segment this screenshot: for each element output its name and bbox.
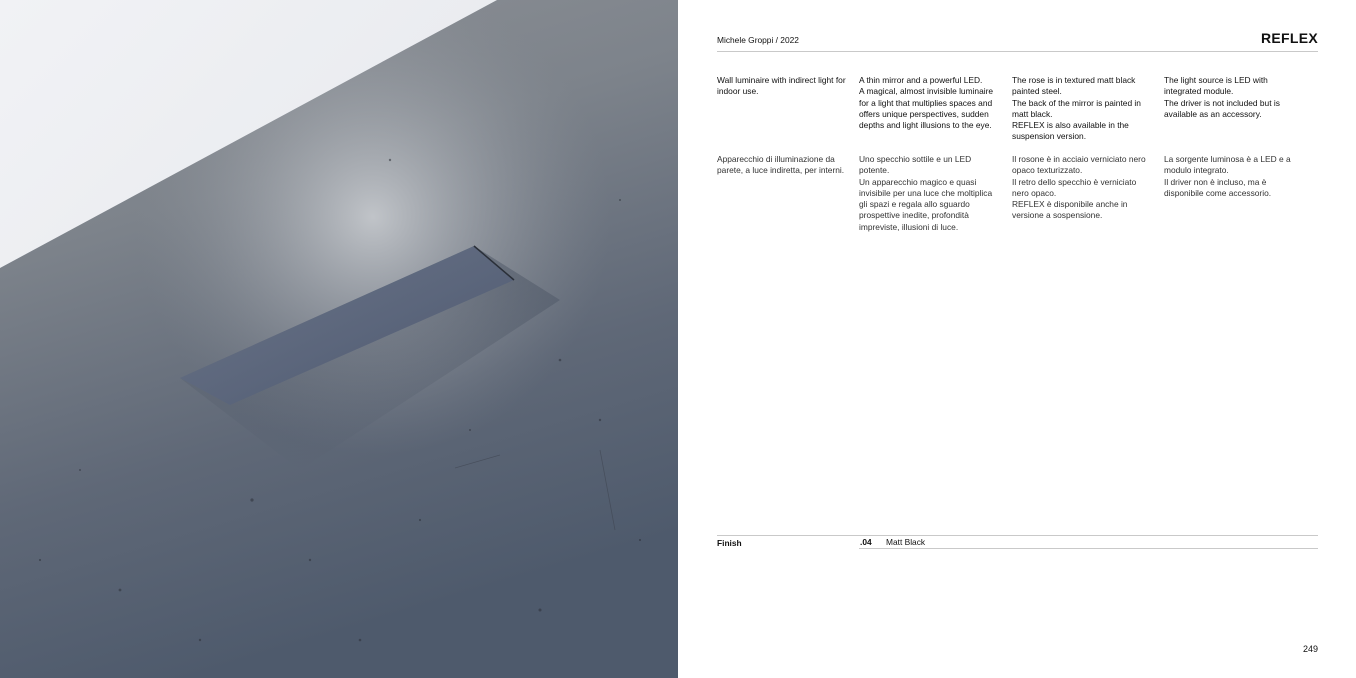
description-it-4: La sorgente luminosa è a LED e a modulo integrato. Il driver non è incluso, ma è disponibile come accessorio.	[1164, 154, 1291, 198]
page-header	[717, 26, 1318, 52]
description-en-4: The light source is LED with integrated module. The driver is not included but is available as an accessory.	[1164, 75, 1280, 119]
description-it-3: Il rosone è in acciaio verniciato nero opaco texturizzato. Il retro dello specchio è verniciato nero opaco. REFLEX è disponibile anche in versione a sospensione.	[1012, 154, 1146, 221]
divider	[717, 535, 1318, 536]
finish-label: Finish	[717, 538, 742, 548]
divider	[859, 548, 1318, 549]
description-en-3: The rose is in textured matt black painted steel. The back of the mirror is painted in matt black. REFLEX is also available in the suspension version.	[1012, 75, 1141, 142]
author-year: Michele Groppi / 2022	[717, 35, 799, 45]
description-en-2: A thin mirror and a powerful LED. A magical, almost invisible luminaire for a light that multiplies spaces and offers unique perspectives, sudden depths and light illusions to the eye.	[859, 75, 994, 131]
description-it-1: Apparecchio di illuminazione da parete, a luce indiretta, per interni.	[717, 154, 845, 176]
page-number: 249	[1302, 644, 1318, 654]
finish-row	[717, 535, 1318, 548]
product-title: REFLEX	[1260, 30, 1318, 46]
text-page	[678, 0, 1356, 678]
description-en-1: Wall luminaire with indirect light for indoor use.	[717, 75, 846, 97]
description-it-2: Uno specchio sottile e un LED potente. Un apparecchio magico e quasi invisibile per una luce che moltiplica gli spazi e regala allo sguardo prospettive inedite, profondità impreviste, illusioni di luce.	[859, 154, 993, 232]
finish-name: Matt Black	[886, 537, 926, 547]
finish-code: .04	[860, 537, 872, 547]
